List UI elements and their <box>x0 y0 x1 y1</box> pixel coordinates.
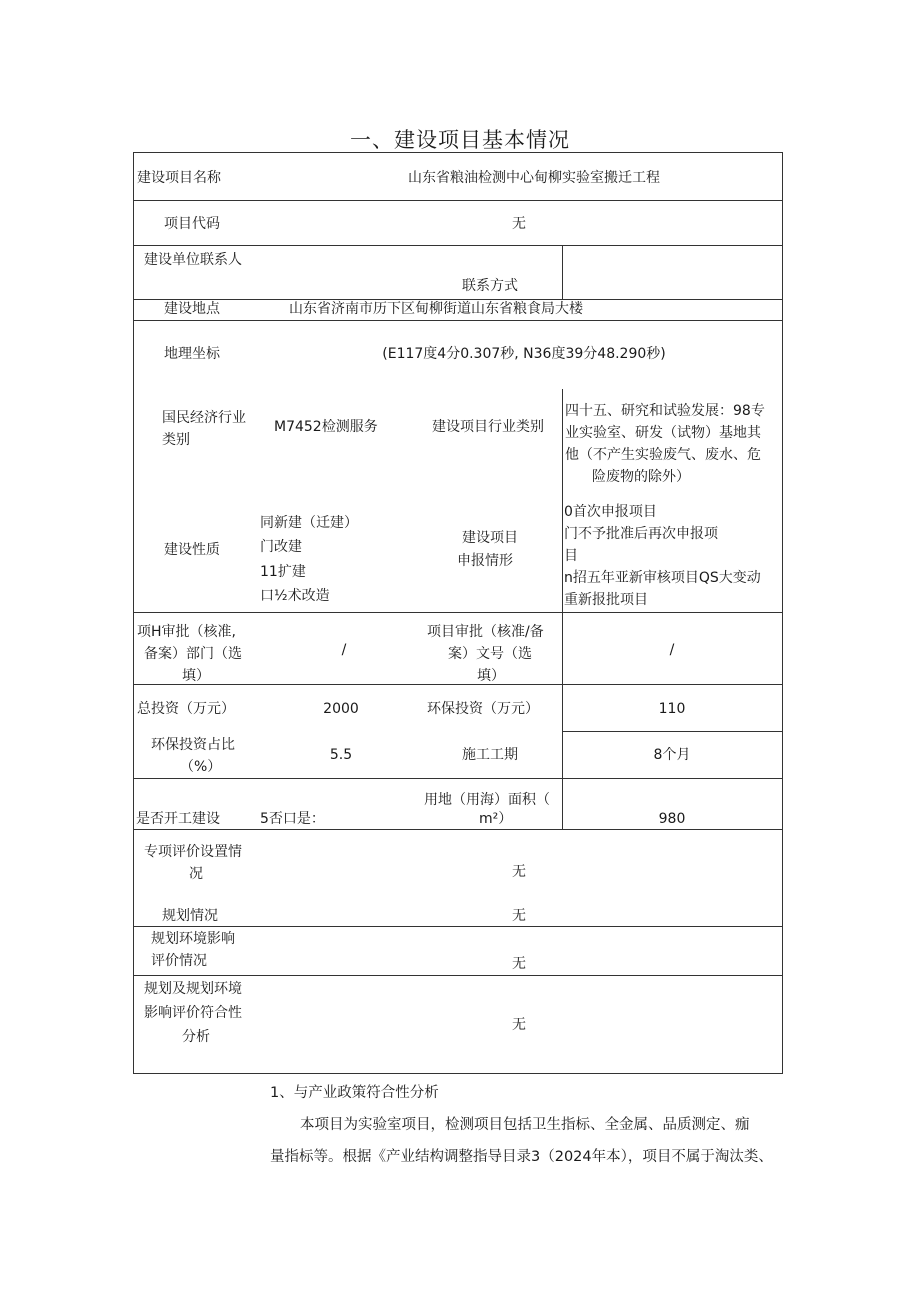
project-name-label: 建设项目名称 <box>137 170 221 186</box>
env-investment-value: 110 <box>658 701 686 717</box>
approval-dept-line-2: 备案）部门（选 <box>144 646 242 662</box>
project-code-label: 项目代码 <box>164 216 220 232</box>
industry-label-l2: 类别 <box>162 432 190 448</box>
filing-option-2: 门不予批准后再次申报项 <box>564 526 718 542</box>
env-investment-label: 环保投资（万元） <box>427 701 539 717</box>
planning-value: 无 <box>512 908 526 924</box>
coords-value: (E117度4分0.307秒, N36度39分48.290秒) <box>382 346 666 362</box>
total-investment-value: 2000 <box>323 701 359 717</box>
plan-env-label-l1: 规划环境影响 <box>151 931 235 947</box>
industry-category-line-2: 业实验室、研发（试物）基地其 <box>565 425 761 441</box>
coords-label: 地理坐标 <box>164 346 220 362</box>
contact-method-label: 联系方式 <box>462 278 518 294</box>
land-area-label-l1: 用地（用海）面积（ <box>424 792 550 808</box>
basic-info-table <box>133 152 783 1074</box>
plan-env-value: 无 <box>512 956 526 972</box>
filing-option-3b: 重新报批项目 <box>564 592 648 608</box>
section-paragraph-line-2: 量指标等。根据《产业结构调整指导目录3（2024年本），项目不属于淘汰类、 <box>270 1149 773 1165</box>
plan-consistency-label-l1: 规划及规划环境 <box>144 981 242 997</box>
env-ratio-label-l1: 环保投资占比 <box>151 737 235 753</box>
filing-option-3: n招五年亚新审核项目QS大变动 <box>564 570 761 586</box>
plan-consistency-label-l3: 分析 <box>182 1029 210 1045</box>
page-title: 一、建设项目基本情况 <box>350 128 570 152</box>
special-eval-value: 无 <box>512 864 526 880</box>
location-label: 建设地点 <box>164 301 220 317</box>
period-label: 施工工期 <box>462 747 518 763</box>
industry-category-line-4: 险废物的除外） <box>592 469 690 485</box>
industry-value: M7452检测服务 <box>274 419 378 435</box>
nature-option-expand: 11扩建 <box>260 564 306 580</box>
approval-dept-line-3: 填） <box>182 668 210 684</box>
special-eval-label-l1: 专项评价设置情 <box>144 844 242 860</box>
nature-option-tech: 口½术改造 <box>260 588 330 604</box>
filing-label-l2: 申报情形 <box>457 553 513 569</box>
plan-env-label-l2: 评价情况 <box>151 953 207 969</box>
approval-doc-line-3: 填） <box>477 668 505 684</box>
filing-option-1: 0首次申报项目 <box>564 504 657 520</box>
approval-dept-line-1: 项H审批（核准, <box>137 624 236 640</box>
special-eval-label-l2: 况 <box>189 866 203 882</box>
land-area-value: 980 <box>658 811 686 827</box>
approval-doc-line-2: 案）文号（选 <box>448 646 532 662</box>
nature-option-new: 同新建（迁建） <box>260 515 358 531</box>
location-value: 山东省济南市历下区甸柳街道山东省粮食局大楼 <box>289 301 583 317</box>
section-heading: 1、与产业政策符合性分析 <box>270 1085 439 1101</box>
section-paragraph-line-1: 本项目为实验室项目，检测项目包括卫生指标、全金属、品质测定、痂 <box>300 1117 750 1133</box>
total-investment-label: 总投资（万元） <box>137 701 235 717</box>
nature-label: 建设性质 <box>164 542 220 558</box>
planning-label: 规划情况 <box>162 908 218 924</box>
approval-doc-line-1: 项目审批（核准/备 <box>427 624 544 640</box>
project-code-value: 无 <box>512 216 526 232</box>
env-ratio-label-l2: （%） <box>180 759 222 775</box>
contact-person-label: 建设单位联系人 <box>144 252 242 268</box>
period-value: 8个月 <box>653 747 691 763</box>
plan-consistency-value: 无 <box>512 1017 526 1033</box>
nature-option-rebuild: 门改建 <box>260 539 302 555</box>
approval-doc-value: / <box>669 642 675 658</box>
started-label: 是否开工建设 <box>136 811 220 827</box>
industry-category-line-1: 四十五、研究和试验发展：98专 <box>565 403 765 419</box>
filing-label-l1: 建设项目 <box>462 530 518 546</box>
industry-category-label: 建设项目行业类别 <box>432 419 544 435</box>
plan-consistency-label-l2: 影响评价符合性 <box>144 1005 242 1021</box>
land-area-label-l2: m²） <box>479 811 513 827</box>
approval-dept-value: / <box>341 642 347 658</box>
started-value: 5否口是： <box>260 811 325 827</box>
project-name-value: 山东省粮油检测中心甸柳实验室搬迁工程 <box>408 170 660 186</box>
filing-option-2b: 目 <box>564 548 578 564</box>
env-ratio-value: 5.5 <box>329 747 353 763</box>
industry-label-l1: 国民经济行业 <box>162 410 246 426</box>
industry-category-line-3: 他（不产生实验废气、废水、危 <box>565 447 761 463</box>
